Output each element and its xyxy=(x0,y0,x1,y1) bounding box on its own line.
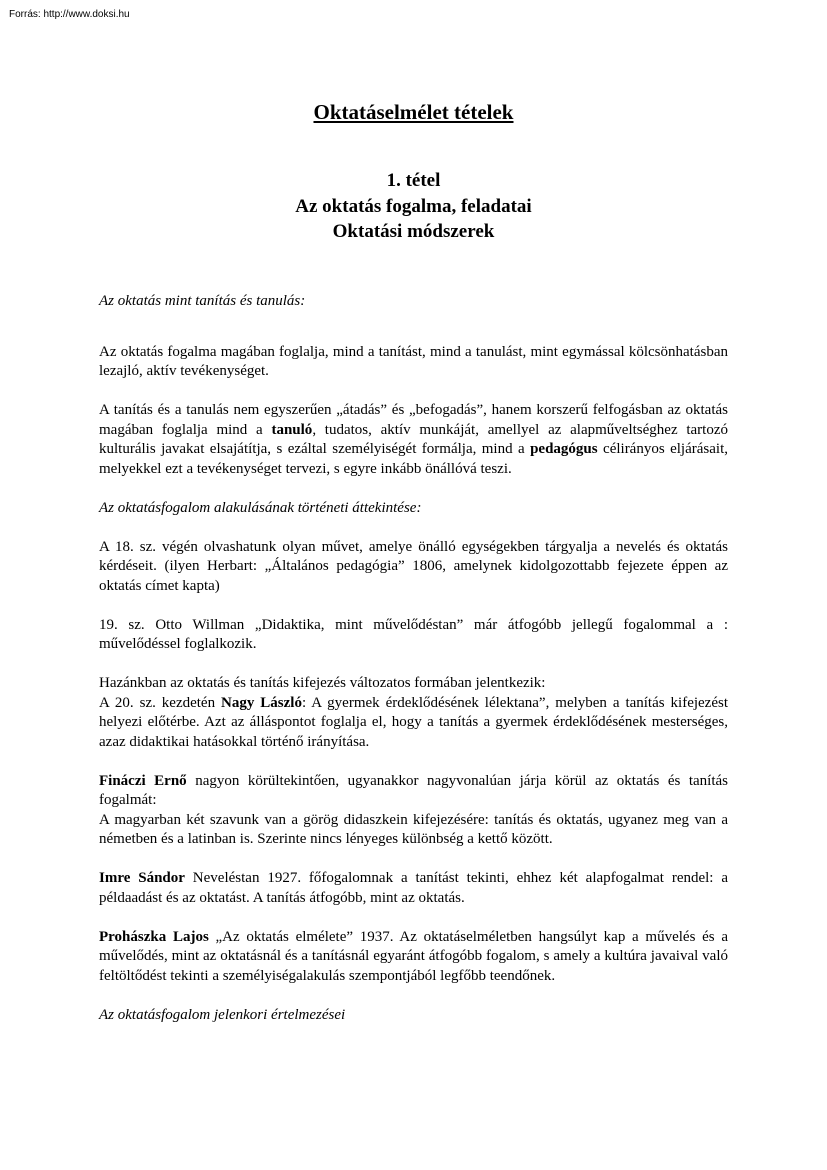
topic-number: 1. tétel xyxy=(386,170,441,191)
bold-name-nagy-laszlo: Nagy László xyxy=(221,694,302,711)
text-fragment: „Az oktatás elmélete” 1937. Az oktatáselméletben hangsúlyt kap a művelés és a művelődés, mint az oktatásnál és a tanításnál egyaránt átfogóbb fogalom, s amely a kultúra javaival való feltöltődést tekinti a személyiségalakulás szempontjából legfőbb teendőnek. xyxy=(99,928,728,984)
paragraph-prohaszka xyxy=(99,928,728,987)
text-fragment: A tanítás és a tanulás nem egyszerűen „átadás” és „befogadás”, hanem korszerű felfogásban az oktatás magában foglalja mind a xyxy=(99,402,728,438)
paragraph-hungary-intro: Hazánkban az oktatás és tanítás kifejezés változatos formában jelentkezik: xyxy=(99,675,546,691)
section-heading-current: Az oktatásfogalom jelenkori értelmezései xyxy=(99,1006,346,1023)
bold-term-teacher: pedagógus xyxy=(530,441,598,457)
source-url: Forrás: http://www.doksi.hu xyxy=(9,9,130,20)
topic-title-line-1: Az oktatás fogalma, feladatai xyxy=(295,195,532,217)
text-fragment: célirányos eljárásait, melyekkel ezt a tevékenységet tervezi, s egyre inkább önállóvá teszi. xyxy=(99,441,728,477)
paragraph-18th-century: A 18. sz. végén olvashatunk olyan művet, amelye önálló egységekben tárgyalja a nevelés és oktatás kérdéseit. (ilyen Herbart: „Általános pedagógia” 1806, amelynek kidolgozottabb fejezete éppen az oktatás címet kapta) xyxy=(99,538,728,594)
bold-name-finaczi-erno: Fináczi Ernő xyxy=(99,772,187,789)
paragraph-finaczi xyxy=(99,772,728,811)
topic-heading xyxy=(0,168,827,245)
paragraph-nagy-laszlo xyxy=(99,694,728,753)
paragraph-modern-view xyxy=(99,401,728,479)
text-fragment: , tudatos, aktív munkáját, amellyel az alapműveltséghez tartozó kulturális javakat elsajátítja, s ezáltal személyiségét formálja, mind a xyxy=(99,421,729,457)
topic-title-line-2: Oktatási módszerek xyxy=(332,221,495,242)
section-heading-history: Az oktatásfogalom alakulásának történeti áttekintése: xyxy=(99,499,422,516)
paragraph-19th-century: 19. sz. Otto Willman „Didaktika, mint művelődéstan” már átfogóbb jellegű fogalommal a : művelődéssel foglalkozik. xyxy=(99,616,728,652)
text-fragment: : A gyermek érdeklődésének lélektana”, melyben a tanítás kifejezést helyezi előtérbe. Azt az álláspontot foglalja el, hogy a tanítás a gyermek érdeklődésének mesterséges, azaz didaktikai hatásokkal történő irányítása. xyxy=(99,694,728,750)
document-body xyxy=(99,292,728,1025)
paragraph-finaczi-detail: A magyarban két szavunk van a görög didaszkein kifejezésére: tanítás és oktatás, ugyanez meg van a németben és a latinban is. Szerinte nincs lényeges különbség a kettő között. xyxy=(99,811,728,847)
document-title: Oktatáselmélet tételek xyxy=(313,100,514,124)
section-heading-teaching-learning: Az oktatás mint tanítás és tanulás: xyxy=(99,293,306,309)
text-fragment: nagyon körültekintően, ugyanakkor nagyvonalúan járja körül az oktatás és tanítás fogalmát: xyxy=(99,772,728,808)
paragraph-imre-sandor xyxy=(99,869,728,908)
text-fragment: Neveléstan 1927. főfogalomnak a tanítást tekinti, ehhez két alapfogalmat rendel: a példaadást és az oktatást. A tanítás átfogóbb, mint az oktatás. xyxy=(99,870,729,906)
bold-term-student: tanuló xyxy=(271,421,313,438)
bold-name-imre-sandor: Imre Sándor xyxy=(99,870,185,886)
text-fragment: A 20. sz. kezdetén xyxy=(99,694,222,711)
paragraph-concept: Az oktatás fogalma magában foglalja, mind a tanítást, mind a tanulást, mint egymással kölcsönhatásban lezajló, aktív tevékenységet. xyxy=(99,343,728,379)
bold-name-prohaszka-lajos: Prohászka Lajos xyxy=(99,928,209,945)
